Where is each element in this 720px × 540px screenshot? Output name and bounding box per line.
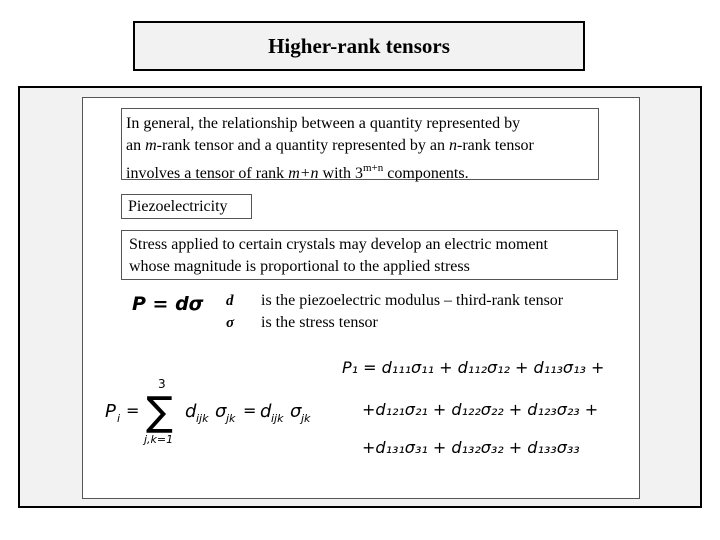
sum-lhs-sub: i xyxy=(117,412,121,425)
simple-equation xyxy=(128,288,208,320)
definition-text-sigma: is the stress tensor xyxy=(261,314,378,331)
definition-symbol-sigma: σ xyxy=(226,315,235,331)
expansion-line-3: +d₁₃₁σ₃₁ + d₁₃₂σ₃₂ + d₁₃₃σ₃₃ xyxy=(362,438,580,457)
sum-lhs: P xyxy=(105,401,116,422)
sum-equals-2: = xyxy=(243,401,257,420)
sum-term-sigma-sub: jk xyxy=(226,412,236,425)
description-line-2: whose magnitude is proportional to the applied stress xyxy=(129,258,470,275)
description-line-1: Stress applied to certain crystals may develop an electric moment xyxy=(129,236,548,253)
section-label-piezoelectricity: Piezoelectricity xyxy=(121,194,252,219)
sum-short-d-sub: ijk xyxy=(271,412,284,425)
simple-equation-text: P = dσ xyxy=(132,293,204,315)
intro-line-2: an m-rank tensor and a quantity represented by an n-rank tensor xyxy=(126,137,534,154)
sum-term-d-sub: ijk xyxy=(196,412,209,425)
sum-short-sigma: σ xyxy=(290,401,302,422)
intro-textbox xyxy=(121,108,599,180)
intro-line-1: In general, the relationship between a quantity represented by xyxy=(126,115,521,132)
description-textbox xyxy=(121,230,618,280)
sum-equals: = xyxy=(126,401,140,420)
sum-short-sigma-sub: jk xyxy=(301,412,311,425)
sum-sigma-symbol: ∑ xyxy=(146,389,173,435)
definition-text-d: is the piezoelectric modulus – third-rank tensor xyxy=(261,292,564,309)
summation-equation xyxy=(100,375,320,455)
expansion-line-1: P₁ = d₁₁₁σ₁₁ + d₁₁₂σ₁₂ + d₁₁₃σ₁₃ + xyxy=(342,358,605,377)
sum-upper-limit: 3 xyxy=(158,377,166,391)
sum-term-d: d xyxy=(185,401,197,422)
slide-title: Higher-rank tensors xyxy=(133,21,585,71)
sum-lower-limit: j,k=1 xyxy=(144,433,174,446)
sum-short-d: d xyxy=(260,401,272,422)
expansion-line-2: +d₁₂₁σ₂₁ + d₁₂₂σ₂₂ + d₁₂₃σ₂₃ + xyxy=(362,400,599,419)
intro-line-3: involves a tensor of rank m+n with $3^{m+n}$ components. xyxy=(126,162,469,182)
definition-symbol-d: d xyxy=(226,293,234,309)
sum-term-sigma: σ xyxy=(215,401,227,422)
